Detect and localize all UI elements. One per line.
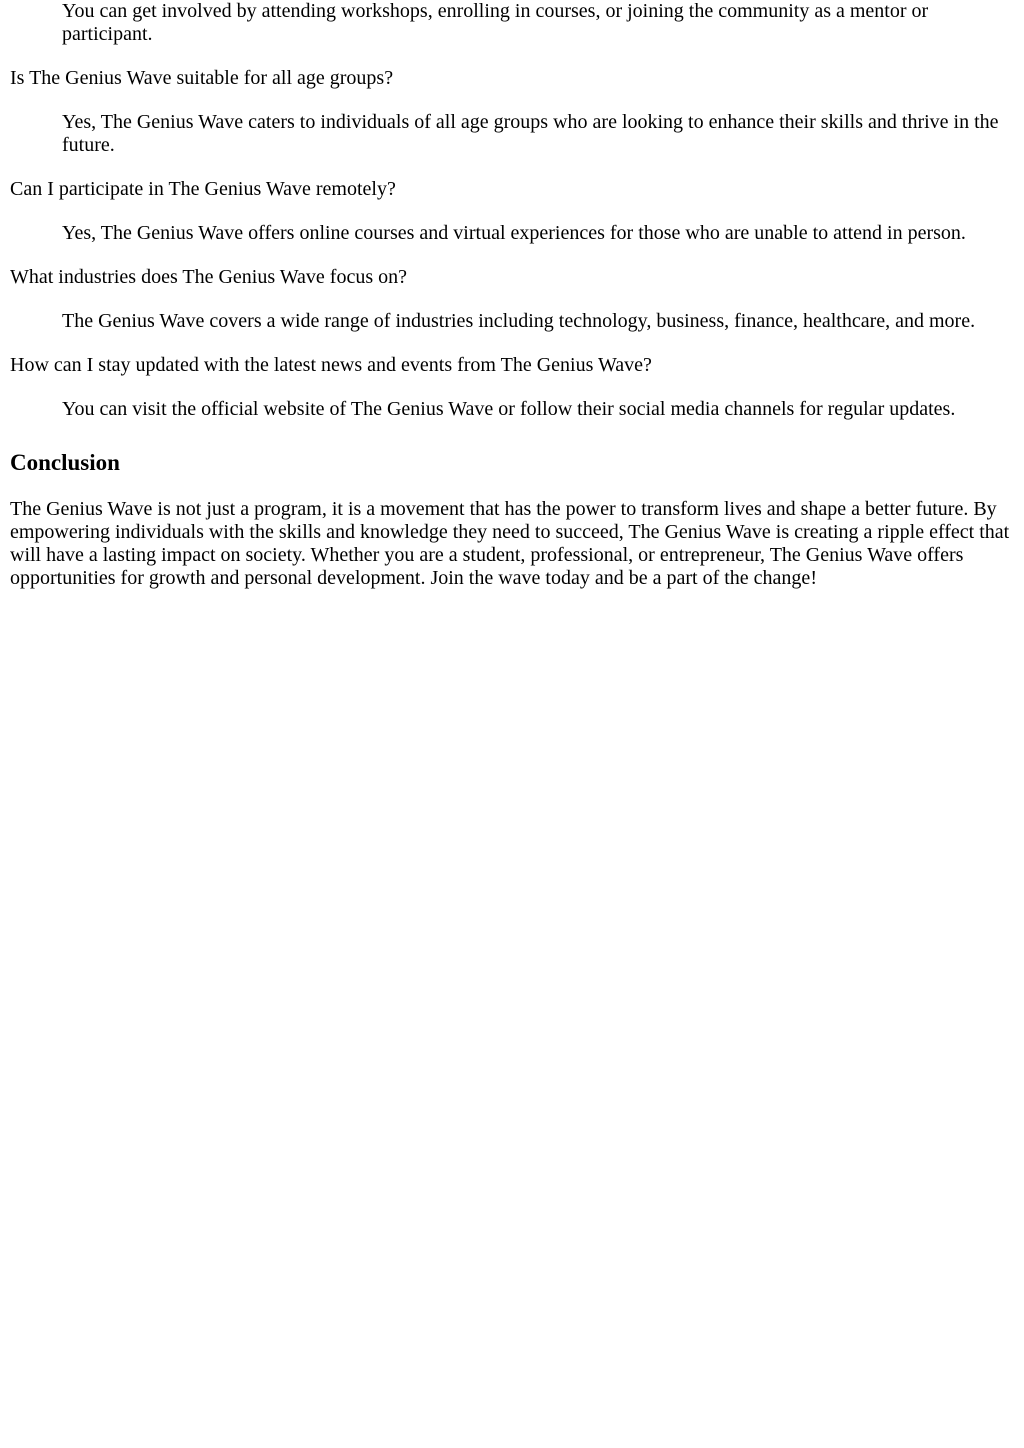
faq-answer: Yes, The Genius Wave caters to individuals of all age groups who are looking to enhance their skills and thrive in the future.	[62, 111, 999, 156]
faq-question: Can I participate in The Genius Wave remotely?	[10, 178, 396, 200]
faq-question: How can I stay updated with the latest news and events from The Genius Wave?	[10, 354, 652, 376]
conclusion-paragraph: The Genius Wave is not just a program, it is a movement that has the power to transform lives and shape a better future. By empowering individuals with the skills and knowledge they need to succeed, The Genius Wave is creating a ripple effect that will have a lasting impact on society. Whether you are a student, professional, or entrepreneur, The Genius Wave offers opportunities for growth and personal development. Join the wave today and be a part of the change!	[10, 498, 1010, 589]
faq-item	[10, 266, 1014, 333]
faq-item	[10, 67, 1014, 157]
faq-answer: You can visit the official website of The Genius Wave or follow their social media channels for regular updates.	[62, 398, 956, 420]
faq-answer: The Genius Wave covers a wide range of industries including technology, business, finance, healthcare, and more.	[62, 310, 976, 332]
faq-answer: Yes, The Genius Wave offers online courses and virtual experiences for those who are unable to attend in person.	[62, 222, 966, 244]
faq-question: Is The Genius Wave suitable for all age groups?	[10, 67, 394, 89]
faq-item	[10, 178, 1014, 245]
faq-question: What industries does The Genius Wave focus on?	[10, 266, 408, 288]
faq-item	[10, 354, 1014, 421]
faq-answer-intro: You can get involved by attending workshops, enrolling in courses, or joining the community as a mentor or participant.	[62, 0, 929, 45]
conclusion-heading: Conclusion	[10, 450, 120, 475]
faq-list	[10, 0, 1014, 421]
